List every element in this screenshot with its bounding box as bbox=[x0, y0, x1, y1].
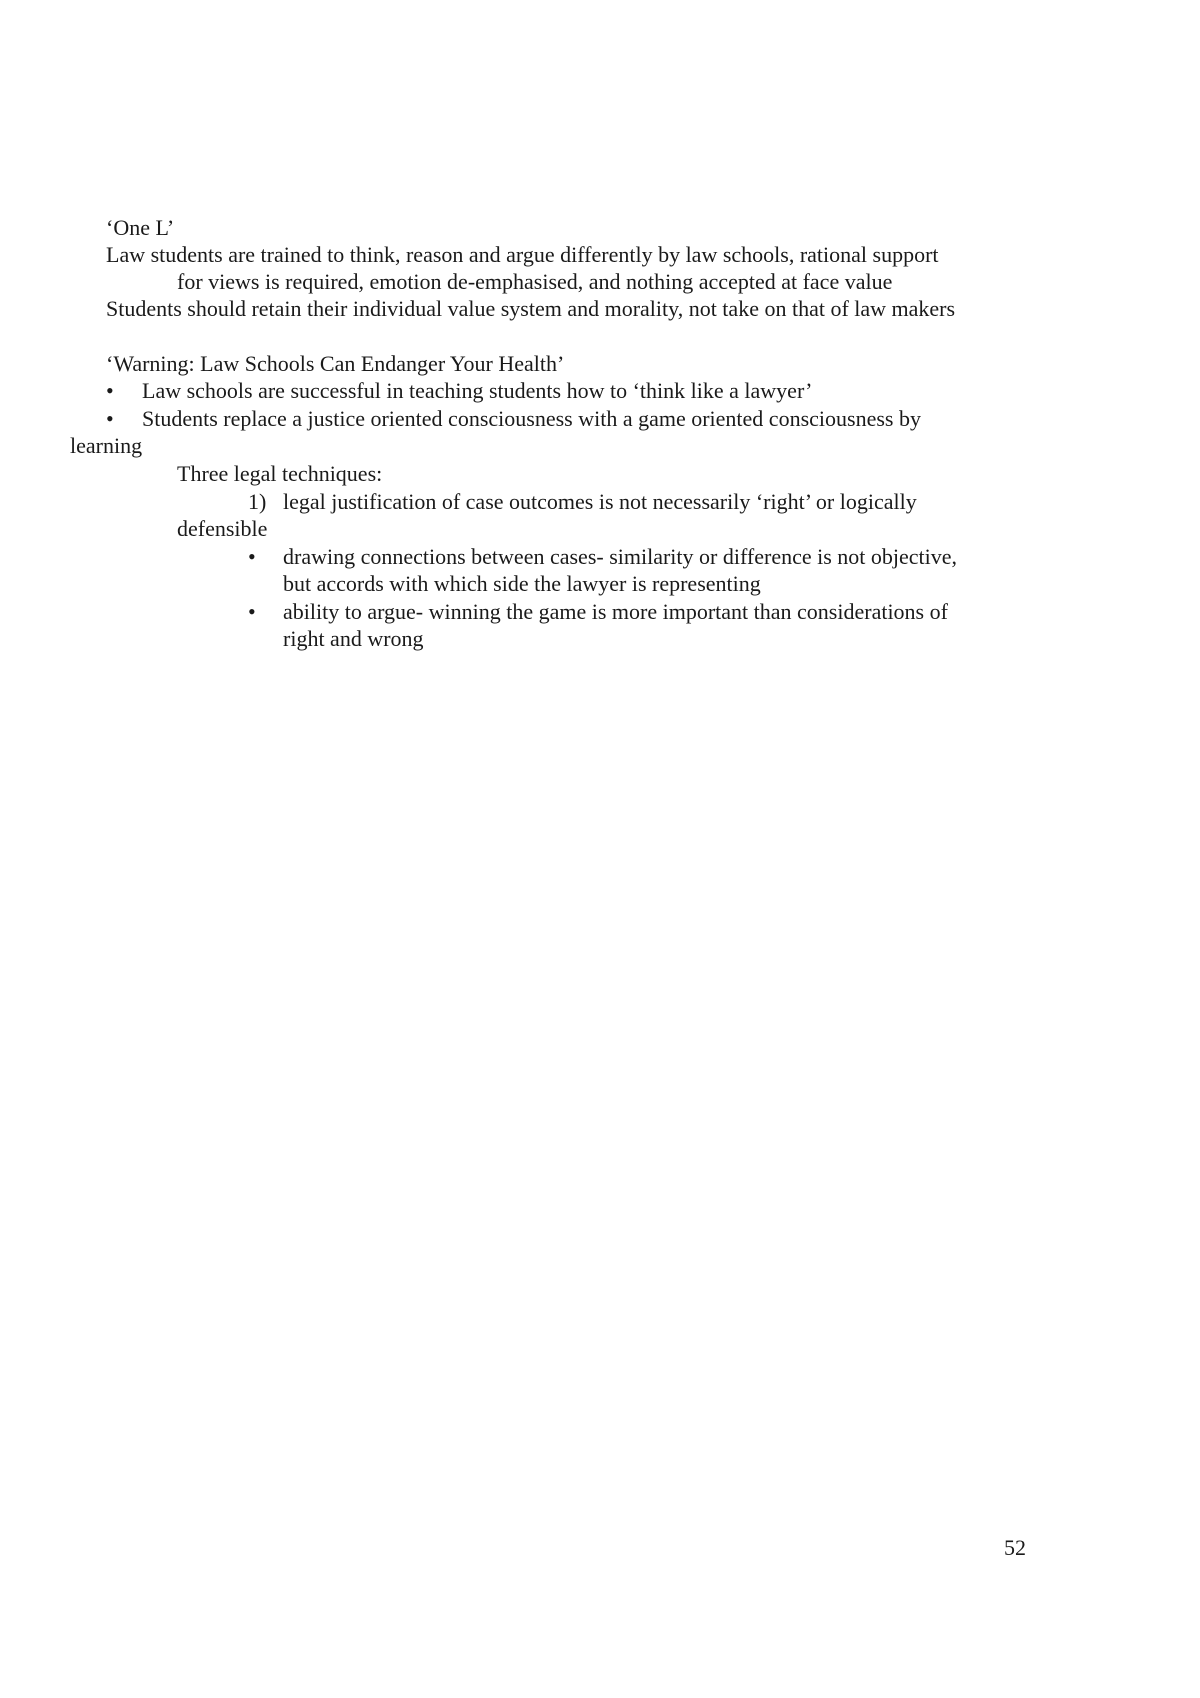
numbered-item-text-continued: defensible bbox=[177, 516, 268, 541]
paragraph-line: for views is required, emotion de-emphasised, and nothing accepted at face value bbox=[177, 269, 893, 294]
sub-bullet-text: ability to argue- winning the game is more important than considerations of bbox=[283, 599, 948, 624]
numbered-item-text: legal justification of case outcomes is not necessarily ‘right’ or logically bbox=[283, 489, 917, 514]
paragraph-line: Students should retain their individual value system and morality, not take on that of law makers bbox=[106, 296, 956, 321]
bullet-icon: • bbox=[106, 406, 114, 431]
section-heading-one-l: ‘One L’ bbox=[106, 215, 175, 240]
sub-bullet-icon: • bbox=[248, 599, 256, 624]
sub-bullet-text: drawing connections between cases- similarity or difference is not objective, bbox=[283, 544, 958, 569]
section-heading-warning: ‘Warning: Law Schools Can Endanger Your Health’ bbox=[106, 351, 565, 376]
sub-bullet-text-continued: but accords with which side the lawyer is representing bbox=[283, 571, 761, 596]
bullet-text: Law schools are successful in teaching students how to ‘think like a lawyer’ bbox=[142, 378, 813, 403]
bullet-text-continued: learning bbox=[70, 433, 143, 458]
bullet-icon: • bbox=[106, 378, 114, 403]
paragraph-line: Law students are trained to think, reason and argue differently by law schools, rational support bbox=[106, 242, 939, 267]
sub-bullet-text-continued: right and wrong bbox=[283, 626, 424, 651]
numbered-item-number: 1) bbox=[248, 489, 267, 514]
techniques-heading: Three legal techniques: bbox=[177, 461, 383, 486]
page-number: 52 bbox=[1004, 1535, 1026, 1560]
sub-bullet-icon: • bbox=[248, 544, 256, 569]
bullet-text: Students replace a justice oriented consciousness with a game oriented consciousness by bbox=[142, 406, 921, 431]
